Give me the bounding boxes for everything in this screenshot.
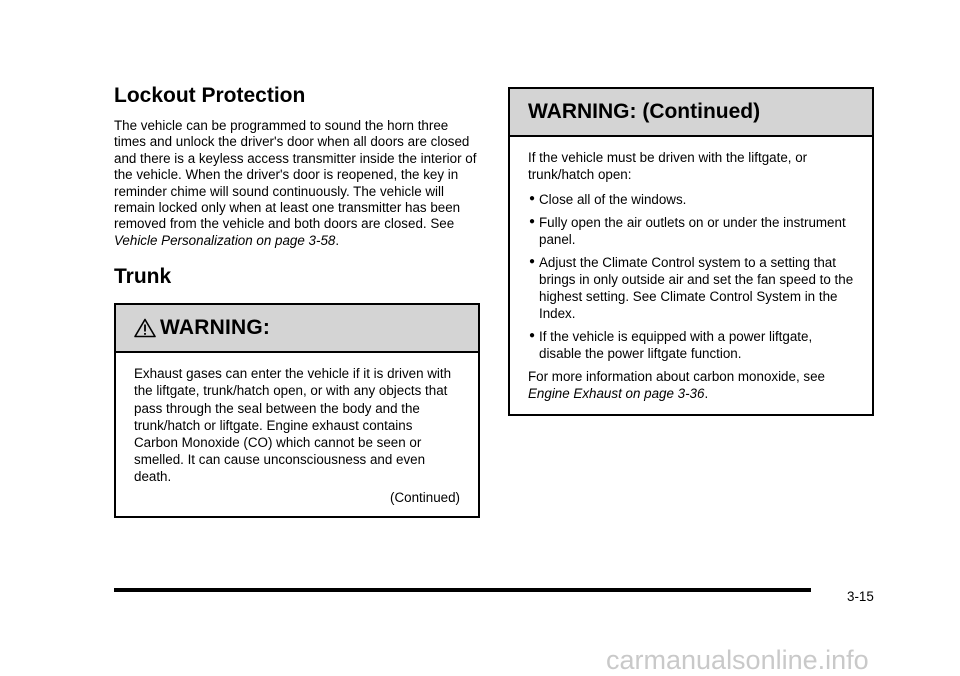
lockout-end: . [335, 232, 340, 248]
warning-outro [528, 368, 854, 402]
left-column [114, 84, 480, 518]
section-title-lockout: Lockout Protection [114, 84, 306, 107]
list-item [528, 254, 854, 322]
list-item-text: Fully open the air outlets on or under the instrument panel. [539, 215, 846, 247]
watermark: carmanualsonline.info [606, 645, 869, 675]
warning-continued-header [510, 89, 872, 137]
outro-text: For more information about carbon monoxide, see [528, 369, 825, 384]
section-title-trunk: Trunk [114, 265, 172, 289]
outro-reference: Engine Exhaust on page 3-36 [528, 386, 705, 401]
page-number: 3-15 [847, 589, 874, 604]
list-item-text: If the vehicle is equipped with a power liftgate, disable the power liftgate function. [539, 329, 813, 361]
warning-text: Exhaust gases can enter the vehicle if it is driven with the liftgate, trunk/hatch open, or with any objects that pass through the seal between the body and the trunk/hatch or liftgate. Engine exhaust contains Carbon Monoxide (CO) which cannot be seen or smelled. It can cause unconsciousness and even death. [134, 366, 452, 485]
continued-label: (Continued) [390, 489, 460, 505]
lockout-text: The vehicle can be programmed to sound the horn three times and unlock the driver's door when all doors are closed and there is a keyless access transmitter inside the interior of the vehicle. When the driver's door is reopened, the key in reminder chime will sound continuously. The vehicle will remain locked only when at least one transmitter has been removed from the vehicle and both doors are closed. See [114, 118, 477, 232]
warning-header [116, 305, 478, 353]
warning-box [114, 303, 480, 518]
list-item [528, 191, 854, 208]
bullet-icon: ● [529, 256, 536, 267]
bullet-icon: ● [529, 330, 536, 341]
bullet-icon: ● [529, 216, 536, 227]
warning-continued-title: WARNING: (Continued) [528, 100, 761, 123]
footer-rule [114, 588, 811, 592]
warning-continued-box [508, 87, 874, 416]
outro-end: . [704, 386, 709, 401]
warning-intro: If the vehicle must be driven with the liftgate, or trunk/hatch open: [528, 150, 808, 182]
lockout-reference: Vehicle Personalization on page 3-58 [114, 232, 336, 248]
warning-title: WARNING: [160, 316, 271, 340]
list-item [528, 328, 854, 362]
list-item-text: Adjust the Climate Control system to a setting that brings in only outside air and set the fan speed to the highest setting. See Climate Control System in the Index. [539, 255, 854, 321]
list-item [528, 214, 854, 248]
warning-content [116, 353, 478, 516]
warning-triangle-icon [134, 318, 156, 338]
bullet-icon: ● [529, 193, 536, 204]
precaution-list [528, 191, 854, 362]
lockout-paragraph [114, 118, 480, 249]
warning-continued-content [510, 137, 872, 414]
right-column [508, 87, 873, 416]
list-item-text: Close all of the windows. [539, 192, 687, 207]
